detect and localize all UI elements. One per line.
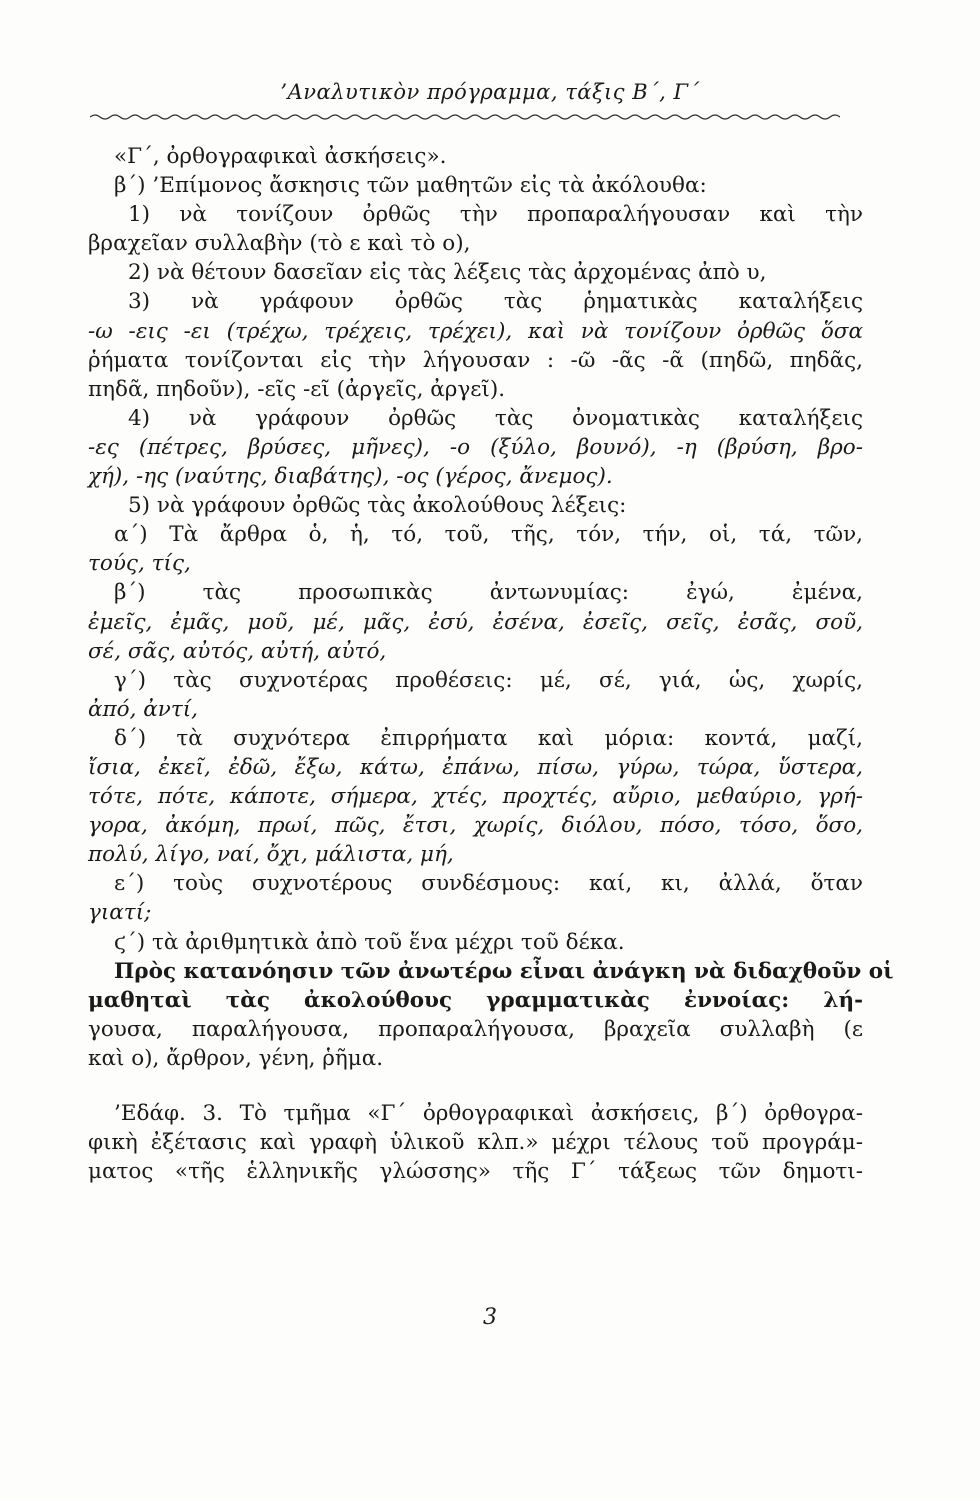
text-line: β΄) ’Επίμονος ἄσκησις τῶν μαθητῶν εἰς τὰ ἀκόλουθα: <box>114 173 707 199</box>
text-line: -ω -εις -ει (τρέχω, τρέχεις, τρέχει), καὶ νὰ τονίζουν ὀρθῶς ὅσα <box>88 318 863 344</box>
text-line: ματος «τῆς ἑλληνικῆς γλώσσης» τῆς Γ΄ τάξεως τῶν δημοτι- <box>88 1159 863 1185</box>
text-line: γουσα, παραλήγουσα, προπαραλήγουσα, βραχεῖα συλλαβὴ (ε <box>88 1016 863 1042</box>
text-line: «Γ΄, ὀρθογραφικαὶ ἀσκήσεις». <box>114 144 447 169</box>
text-line: φικὴ ἐξέτασις καὶ γραφὴ ὑλικοῦ κλπ.» μέχρι τέλους τοῦ προγράμ- <box>88 1130 863 1156</box>
text-line: ἐμεῖς, ἐμᾶς, μοῦ, μέ, μᾶς, ἐσύ, ἐσένα, ἐσεῖς, σεῖς, ἐσᾶς, σοῦ, <box>88 609 863 635</box>
text-line: -ες (πέτρες, βρύσες, μῆνες), -ο (ξύλο, βουνό), -η (βρύση, βρο- <box>88 434 863 460</box>
text-line: Πρὸς κατανόησιν τῶν ἀνωτέρω εἶναι ἀνάγκη νὰ διδαχθοῦν οἱ <box>114 958 894 984</box>
text-line: πηδᾶ, πηδοῦν), -εῖς -εῖ (ἀργεῖς, ἀργεῖ). <box>88 376 506 402</box>
text-line: γ΄) τὰς συχνοτέρας προθέσεις: μέ, σέ, γιά, ὡς, χωρίς, <box>114 667 863 693</box>
text-line: γιατί; <box>88 900 152 926</box>
running-head: ’Αναλυτικὸν πρόγραμμα, τάξις Β΄, Γ΄ <box>280 80 700 104</box>
text-line: σέ, σᾶς, αὐτός, αὐτή, αὐτό, <box>88 638 387 664</box>
text-line: ἴσια, ἐκεῖ, ἐδῶ, ἔξω, κάτω, ἐπάνω, πίσω, γύρω, τώρα, ὕστερα, <box>88 754 863 780</box>
text-line: βραχεῖαν συλλαβὴν (τὸ ε καὶ τὸ ο), <box>88 231 471 257</box>
text-line: 3) νὰ γράφουν ὀρθῶς τὰς ῥηματικὰς καταλήξεις <box>128 289 863 315</box>
text-line: μαθηταὶ τὰς ἀκολούθους γραμματικὰς ἐννοίας: λή- <box>88 987 863 1013</box>
text-line: χή), -ης (ναύτης, διαβάτης), -ος (γέρος, ἄνεμος). <box>88 464 613 490</box>
text-line: τούς, τίς, <box>88 551 191 577</box>
text-line: 4) νὰ γράφουν ὀρθῶς τὰς ὀνοματικὰς καταλήξεις <box>128 405 863 431</box>
text-line: ῥήματα τονίζονται εἰς τὴν λήγουσαν : -ῶ -ᾶς -ᾶ (πηδῶ, πηδᾶς, <box>88 347 863 373</box>
text-line: β΄) τὰς προσωπικὰς ἀντωνυμίας: ἐγώ, ἐμένα, <box>114 580 863 606</box>
text-line: ’Εδάφ. 3. Τὸ τμῆμα «Γ΄ ὀρθογραφικαὶ ἀσκήσεις, β΄) ὀρθογρα- <box>114 1101 863 1126</box>
text-line: γορα, ἀκόμη, πρωί, πῶς, ἔτσι, χωρίς, διόλου, πόσο, τόσο, ὅσο, <box>88 813 863 839</box>
text-line: ἀπό, ἀντί, <box>88 696 199 722</box>
text-line: πολύ, λίγο, ναί, ὄχι, μάλιστα, μή, <box>88 842 454 868</box>
text-line: καὶ ο), ἄρθρον, γένη, ῥῆμα. <box>88 1045 384 1071</box>
text-line: α΄) Τὰ ἄρθρα ὁ, ἡ, τό, τοῦ, τῆς, τόν, τήν, οἱ, τά, τῶν, <box>114 522 863 548</box>
text-line: 2) νὰ θέτουν δασεῖαν εἰς τὰς λέξεις τὰς ἀρχομένας ἀπὸ υ, <box>128 260 767 286</box>
page-number: 3 <box>483 1305 497 1330</box>
text-line: δ΄) τὰ συχνότερα ἐπιρρήματα καὶ μόρια: κοντά, μαζί, <box>114 725 863 751</box>
text-line: ϛ΄) τὰ ἀριθμητικὰ ἀπὸ τοῦ ἕνα μέχρι τοῦ δέκα. <box>114 929 625 955</box>
text-line: 5) νὰ γράφουν ὀρθῶς τὰς ἀκολούθους λέξεις: <box>128 493 627 519</box>
text-line: τότε, πότε, κάποτε, σήμερα, χτές, προχτές, αὔριο, μεθαύριο, γρή- <box>88 784 863 810</box>
body-text <box>88 142 894 1186</box>
paragraph-gap <box>88 1073 863 1099</box>
text-line: 1) νὰ τονίζουν ὀρθῶς τὴν προπαραλήγουσαν καὶ τὴν <box>128 202 863 228</box>
decorative-rule <box>90 113 840 121</box>
text-line: ε΄) τοὺς συχνοτέρους συνδέσμους: καί, κι, ἀλλά, ὅταν <box>114 871 863 897</box>
